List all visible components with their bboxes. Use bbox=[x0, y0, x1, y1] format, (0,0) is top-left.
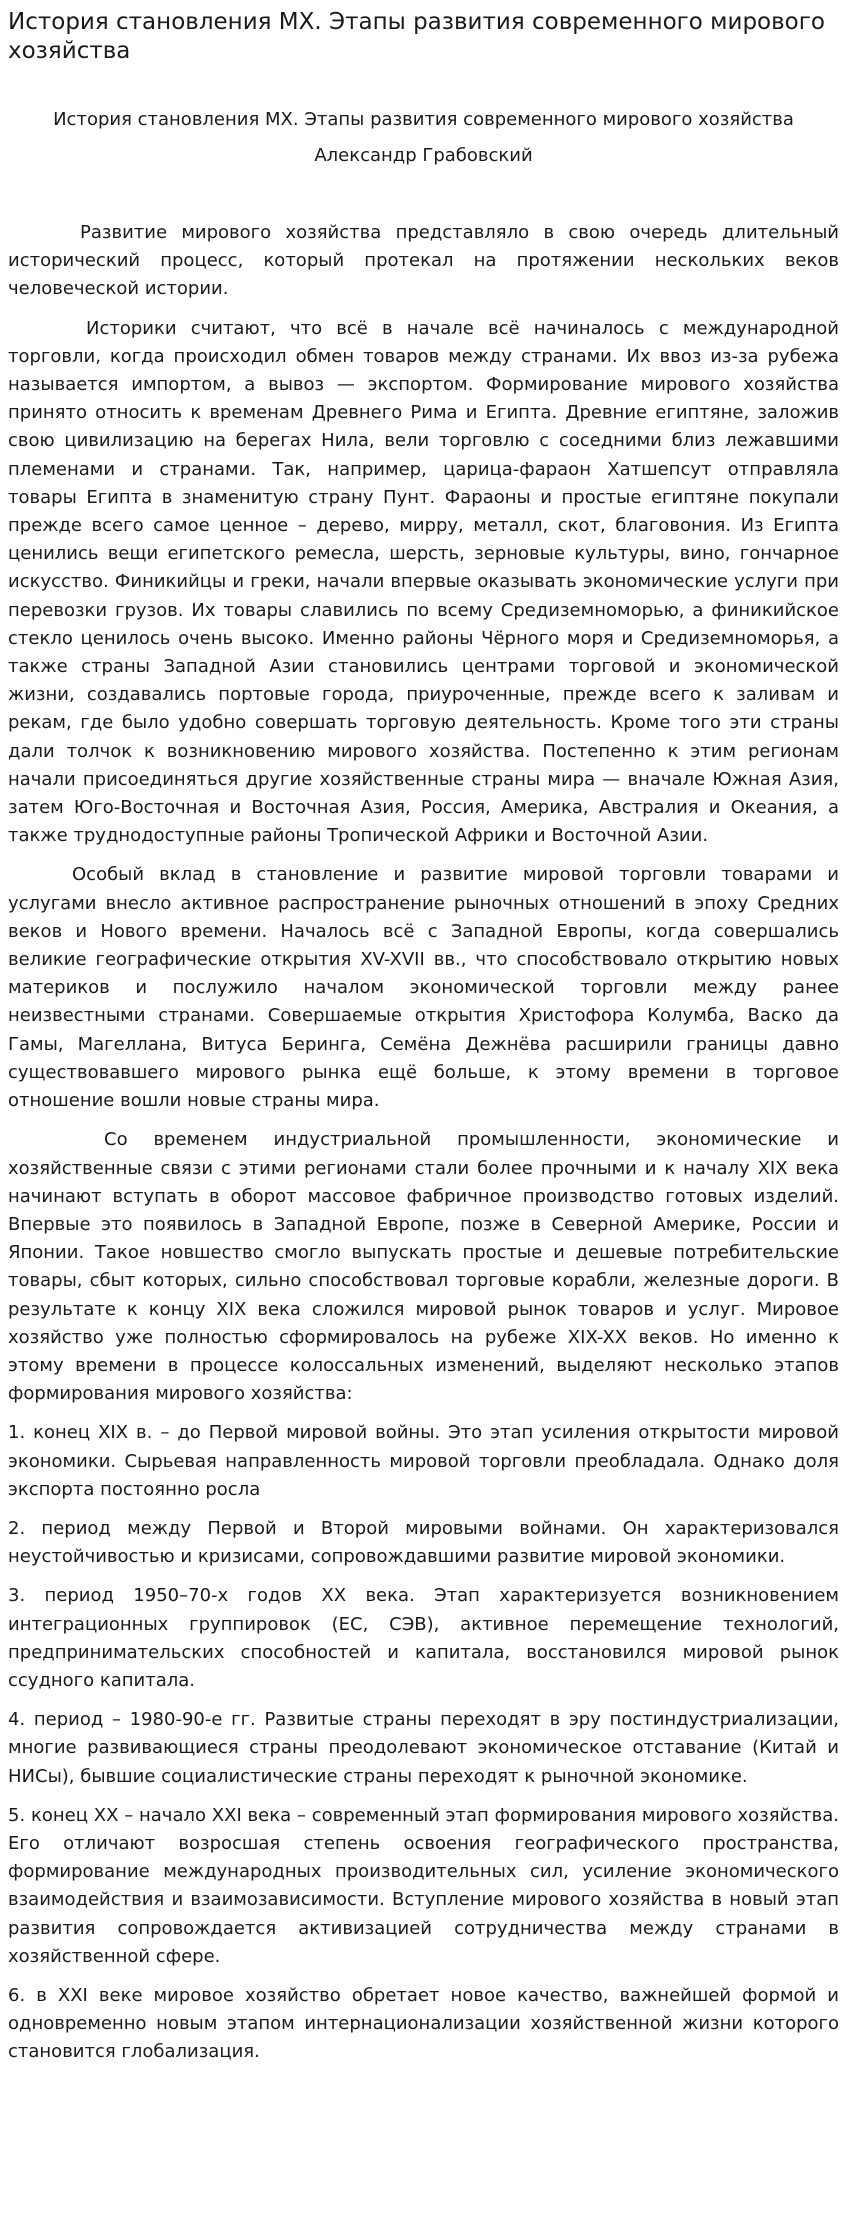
paragraph: Историки считают, что всё в начале всё начиналось с международной торговли, когда происходил обмен товаров между странами. Их ввоз из-за рубежа называется импортом, а вывоз — экспортом. Формирование мирового хозяйства принято относить к временам Древнего Рима и Египта. Древние египтяне, заложив свою цивилизацию на берегах Нила, вели торговлю с соседними близ лежавшими племенами и странами. Так, например, царица-фараон Хатшепсут отправляла товары Египта в знаменитую страну Пунт. Фараоны и простые египтяне покупали прежде всего самое ценное – дерево, мирру, металл, скот, благовония. Из Египта ценились вещи египетского ремесла, шерсть, зерновые культуры, вино, гончарное искусство. Финикийцы и греки, начали впервые оказывать экономические услуги при перевозки грузов. Их товары славились по всему Средиземноморью, а финикийское стекло ценилось очень высоко. Именно районы Чёрного моря и Средиземноморья, а также страны Западной Азии становились центрами торговой и экономической жизни, создавались портовые города, приуроченные, прежде всего к заливам и рекам, где было удобно совершать торговую деятельность. Кроме того эти страны дали толчок к возникновению мирового хозяйства. Постепенно к этим регионам начали присоединяться другие хозяйственные страны мира — вначале Южная Азия, затем Юго-Восточная и Восточная Азия, Россия, Америка, Австралия и Океания, а также труднодоступные районы Тропической Африки и Восточной Азии. bbox=[8, 317, 839, 847]
list-item: 4. период – 1980-90-е гг. Развитые страны переходят в эру постиндустриализации, многие развивающиеся страны преодолевают экономическое отставание (Китай и НИСы), бывшие социалистические страны переходят к рыночной экономике. bbox=[8, 1709, 839, 1787]
article-subtitle: История становления МХ. Этапы развития современного мирового хозяйства bbox=[53, 109, 794, 130]
list-item: 1. конец XIX в. – до Первой мировой войны. Это этап усиления открытости мировой экономики. Сырьевая направленность мировой торговли преобладала. Однако доля экспорта постоянно росла bbox=[8, 1422, 839, 1500]
list-item: 5. конец XX – начало XXI века – современный этап формирования мирового хозяйства. Его отличают возросшая степень освоения географического пространства, формирование международных производительных сил, усиление экономического взаимодействия и взаимозависимости. Вступление мирового хозяйства в новый этап развития сопровождается активизацией сотрудничества между странами в хозяйственной сфере. bbox=[8, 1804, 839, 1967]
paragraph: Со временем индустриальной промышленности, экономические и хозяйственные связи с этими регионами стали более прочными и к началу XIX века начинают вступать в оборот массовое фабричное производство готовых изделий. Впервые это появилось в Западной Европе, позже в Северной Америке, России и Японии. Такое новшество смогло выпускать простые и дешевые потребительские товары, сбыт которых, сильно способствовал торговые корабли, железные дороги. В результате к концу XIX века сложился мировой рынок товаров и услуг. Мировое хозяйство уже полностью сформировалось на рубеже XIX-XX веков. Но именно к этому времени в процессе колоссальных изменений, выделяют несколько этапов формирования мирового хозяйства: bbox=[8, 1129, 839, 1405]
paragraph: Развитие мирового хозяйства представляло в свою очередь длительный исторический процесс, который протекал на протяжении нескольких веков человеческой истории. bbox=[8, 222, 839, 300]
article-body bbox=[8, 219, 839, 2067]
paragraph: Особый вклад в становление и развитие мировой торговли товарами и услугами внесло активное распространение рыночных отношений в эпоху Средних веков и Нового времени. Началось всё с Западной Европы, когда совершались великие географические открытия XV-XVII вв., что способствовало открытию новых материков и послужило началом экономической торговли между ранее неизвестными странами. Совершаемые открытия Христофора Колумба, Васко да Гамы, Магеллана, Витуса Беринга, Семёна Дежнёва расширили границы давно существовавшего мирового рынка ещё больше, к этому времени в торговое отношение вошли новые страны мира. bbox=[8, 864, 839, 1112]
page-title: История становления МХ. Этапы развития современного мирового хозяйства bbox=[8, 9, 825, 64]
list-item: 6. в XXI веке мировое хозяйство обретает новое качество, важнейшей формой и одновременно новым этапом интернационализации хозяйственной жизни которого становится глобализация. bbox=[8, 1984, 839, 2063]
list-item: 2. период между Первой и Второй мировыми войнами. Он характеризовался неустойчивостью и кризисами, сопровождавшими развитие мировой экономики. bbox=[8, 1517, 839, 1568]
list-item: 3. период 1950–70-х годов XX века. Этап характеризуется возникновением интеграционных группировок (ЕС, СЭВ), активное перемещение технологий, предпринимательских способностей и капитала, восстановился мировой рынок ссудного капитала. bbox=[8, 1585, 839, 1691]
article-author: Александр Грабовский bbox=[314, 145, 533, 166]
